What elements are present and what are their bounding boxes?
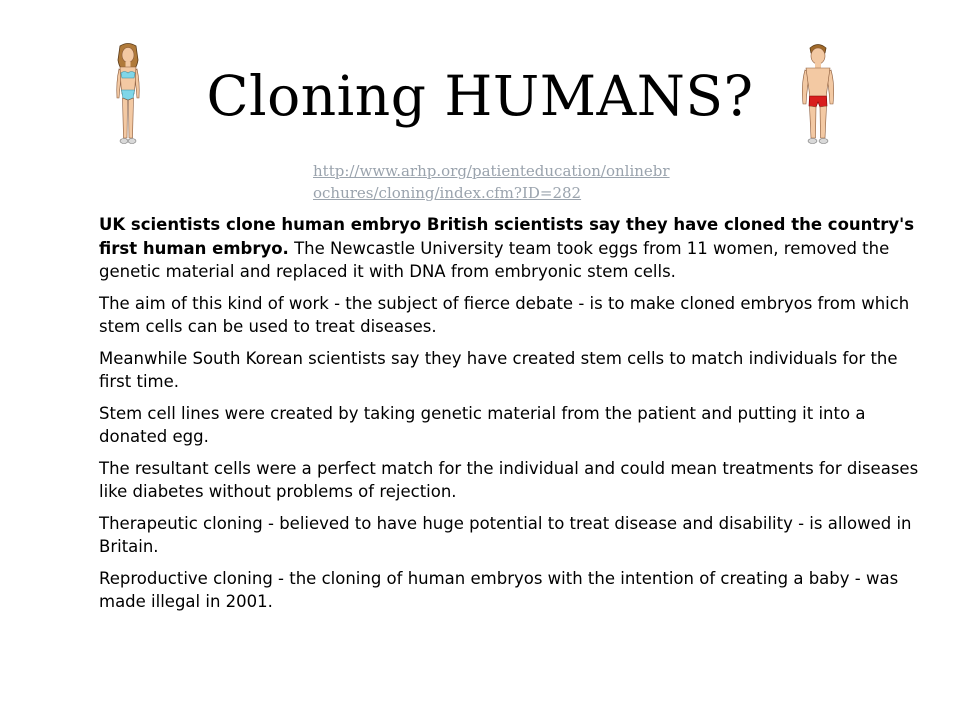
paragraph-3: Meanwhile South Korean scientists say they have created stem cells to match individuals for the first time. xyxy=(99,348,898,391)
woman-figure-icon xyxy=(108,42,148,146)
paragraph-2: The aim of this kind of work - the subject of fierce debate - is to make cloned embryos from which stem cells can be used to treat diseases. xyxy=(99,293,910,336)
paragraph-1-text: The Newcastle University team took eggs from 11 women, removed the genetic material and replaced it with DNA from embryonic stem cells. xyxy=(99,238,890,281)
slide-title: Cloning HUMANS? xyxy=(206,64,754,128)
paragraph-1 xyxy=(99,213,919,284)
paragraph-6: Therapeutic cloning - believed to have huge potential to treat disease and disability - is allowed in Britain. xyxy=(99,513,912,556)
paragraph-7: Reproductive cloning - the cloning of human embryos with the intention of creating a baby - was made illegal in 2001. xyxy=(99,568,899,611)
paragraph-5: The resultant cells were a perfect match for the individual and could mean treatments for diseases like diabetes without problems of rejection. xyxy=(99,458,919,501)
source-link[interactable]: http://www.arhp.org/patienteducation/onlinebrochures/cloning/index.cfm?ID=282 xyxy=(313,162,670,202)
man-figure-icon xyxy=(794,42,842,146)
article-body xyxy=(99,213,919,622)
paragraph-1-lead: UK scientists clone human embryo British scientists say they have cloned the country's first human embryo. xyxy=(99,215,915,258)
paragraph-4: Stem cell lines were created by taking genetic material from the patient and putting it into a donated egg. xyxy=(99,403,866,446)
